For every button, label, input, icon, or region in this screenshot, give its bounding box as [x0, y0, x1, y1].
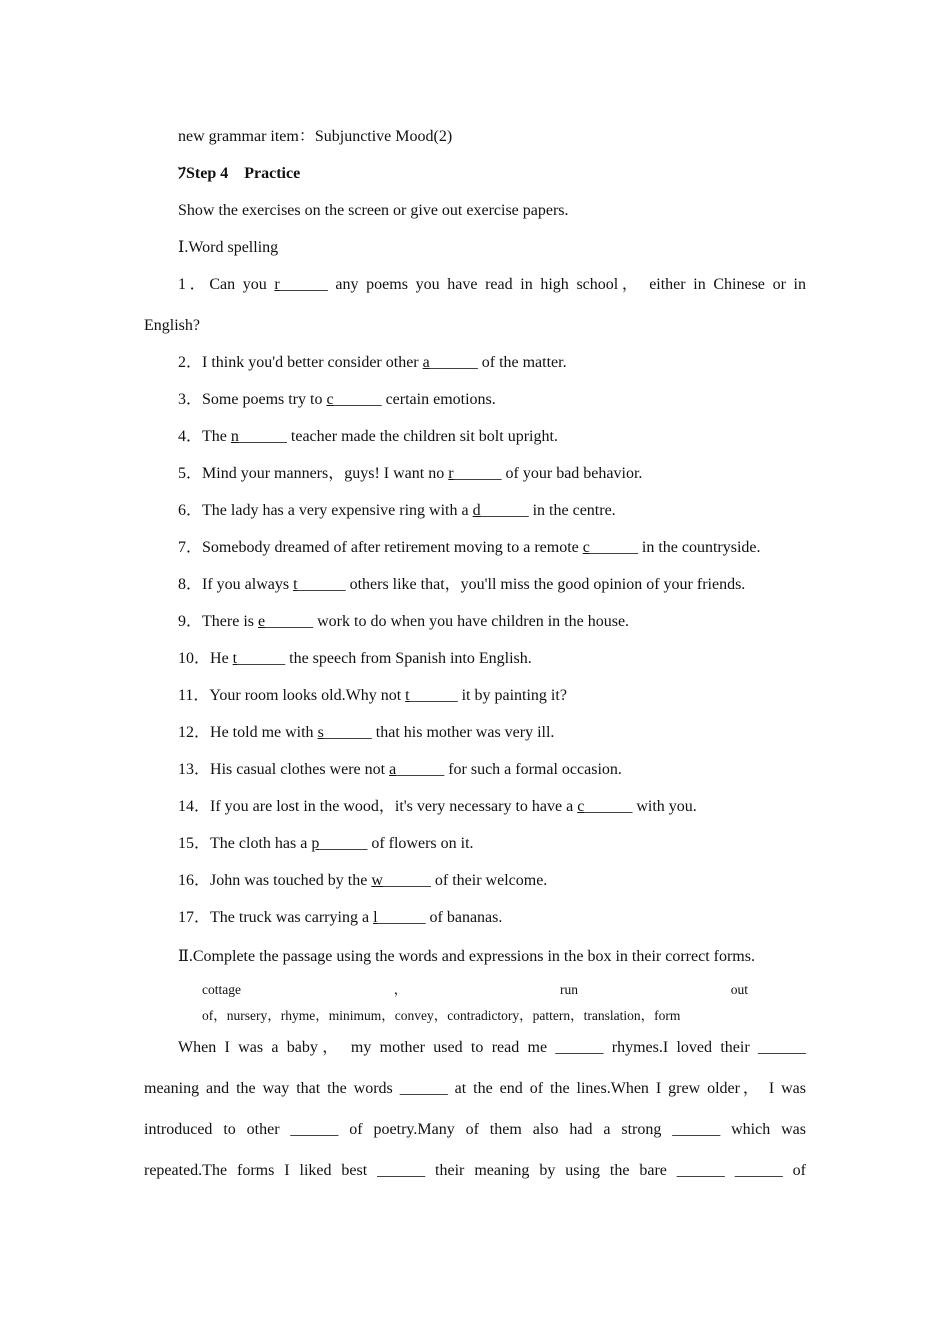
step-mark: ﾌ	[178, 165, 187, 182]
section1-title: Ⅰ.Word spelling	[178, 239, 279, 256]
exercise-item: 13．His casual clothes were not a______ for such a formal occasion.	[178, 761, 622, 778]
exercise-item-1-continued: English?	[144, 317, 200, 334]
passage-line: When I was a baby， my mother used to read me ______ rhymes.I loved their ______	[178, 1039, 806, 1056]
exercise-item: 11．Your room looks old.Why not t______ it by painting it?	[178, 687, 567, 704]
passage-line: introduced to other ______ of poetry.Many of them also had a strong ______ which was	[144, 1121, 806, 1138]
passage-line: meaning and the way that the words ______ at the end of the lines.When I grew older， I was	[144, 1080, 806, 1097]
exercise-item: 9．There is e______ work to do when you have children in the house.	[178, 613, 630, 630]
exercise-item: 15．The cloth has a p______ of flowers on it.	[178, 835, 474, 852]
step-title: Step 4 Practice	[186, 165, 301, 182]
exercise-item: 4．The n______ teacher made the children sit bolt upright.	[178, 428, 558, 445]
exercise-item: 16．John was touched by the w______ of their welcome.	[178, 872, 548, 889]
exercise-item: 3．Some poems try to c______ certain emotions.	[178, 391, 496, 408]
step-heading	[178, 164, 300, 184]
exercise-item: 2．I think you'd better consider other a______ of the matter.	[178, 354, 567, 371]
word-box-row-2: of，nursery，rhyme，minimum，convey，contradictory，pattern，translation，form	[202, 1008, 681, 1023]
exercise-item: 17．The truck was carrying a l______ of bananas.	[178, 909, 503, 926]
word-box-row-1: cottage ， run out	[202, 982, 748, 997]
exercise-item: 8．If you always t______ others like that，you'll miss the good opinion of your friends.	[178, 576, 746, 593]
exercise-item: 14．If you are lost in the wood，it's very necessary to have a c______ with you.	[178, 798, 697, 815]
exercise-item: 10．He t______ the speech from Spanish into English.	[178, 650, 532, 667]
exercise-item-1: 1．Can you r______ any poems you have read in high school， either in Chinese or in	[178, 276, 806, 293]
exercise-item: 5．Mind your manners，guys! I want no r______ of your bad behavior.	[178, 465, 643, 482]
intro-line: Show the exercises on the screen or give out exercise papers.	[178, 202, 569, 219]
exercise-item: 12．He told me with s______ that his mother was very ill.	[178, 724, 555, 741]
exercise-item: 7．Somebody dreamed of after retirement moving to a remote c______ in the countryside.	[178, 539, 761, 556]
section2-title: Ⅱ.Complete the passage using the words and expressions in the box in their correct forms.	[178, 948, 755, 965]
grammar-line: new grammar item：Subjunctive Mood(2)	[178, 128, 453, 145]
exercise-item: 6．The lady has a very expensive ring with a d______ in the centre.	[178, 502, 616, 519]
passage-line: repeated.The forms I liked best ______ their meaning by using the bare ______ ______ of	[144, 1162, 806, 1179]
